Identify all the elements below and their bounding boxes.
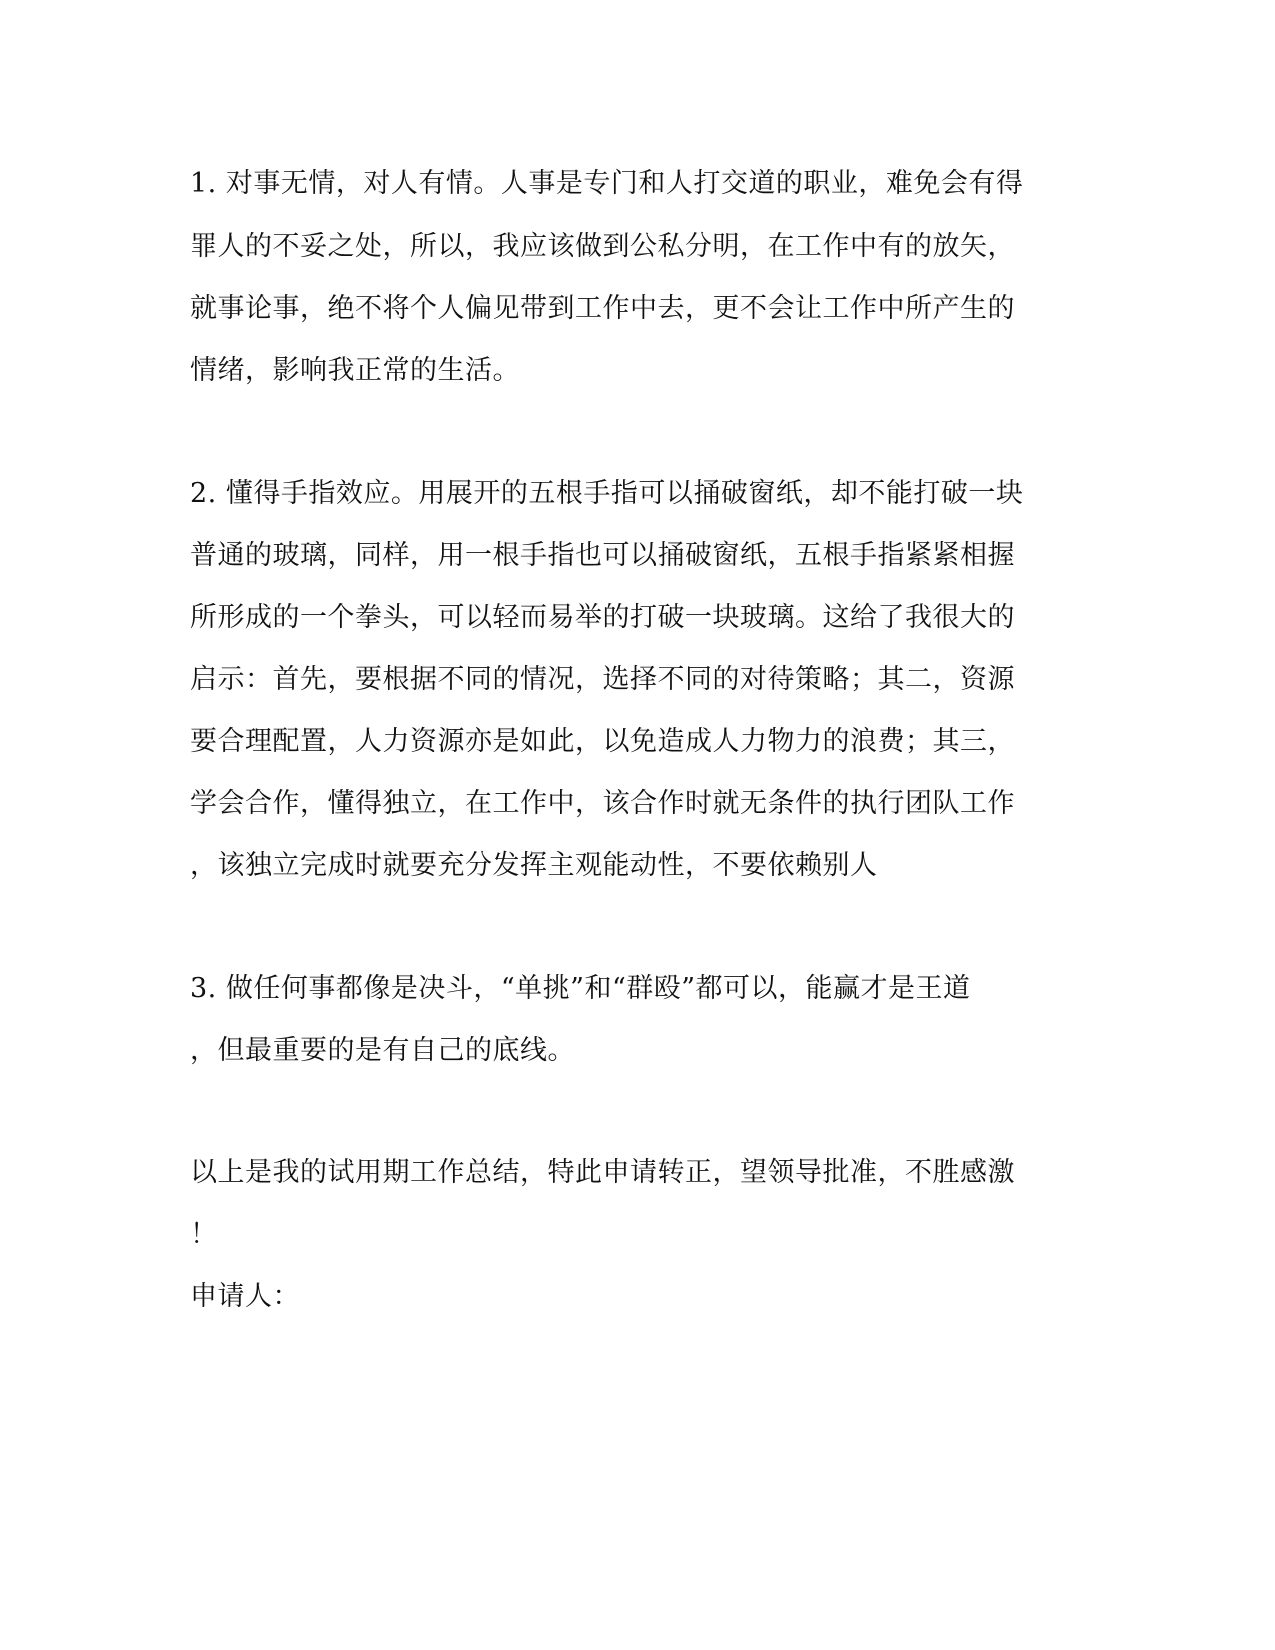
paragraph-3-line-2: ，但最重要的是有自己的底线。: [190, 1035, 575, 1066]
paragraph-2-line-7: ，该独立完成时就要充分发挥主观能动性，不要依赖别人: [190, 850, 878, 881]
paragraph-3-line-1: 3. 做任何事都像是决斗，“单挑”和“群殴”都可以，能赢才是王道: [190, 973, 971, 1004]
paragraph-2-line-5: 要合理配置，人力资源亦是如此，以免造成人力物力的浪费；其三，: [190, 726, 1015, 757]
paragraph-1-line-4: 情绪，影响我正常的生活。: [190, 355, 520, 386]
applicant-label: 申请人：: [190, 1281, 300, 1312]
paragraph-2-line-4: 启示：首先，要根据不同的情况，选择不同的对待策略；其二，资源: [190, 664, 1015, 695]
closing-line-1: 以上是我的试用期工作总结，特此申请转正，望领导批准，不胜感激: [190, 1157, 1015, 1188]
paragraph-2-line-3: 所形成的一个拳头，可以轻而易举的打破一块玻璃。这给了我很大的: [190, 602, 1015, 633]
paragraph-2-line-2: 普通的玻璃，同样，用一根手指也可以捅破窗纸，五根手指紧紧相握: [190, 540, 1015, 571]
paragraph-2-line-1: 2. 懂得手指效应。用展开的五根手指可以捅破窗纸，却不能打破一块: [190, 478, 1024, 509]
paragraph-1-line-2: 罪人的不妥之处，所以，我应该做到公私分明，在工作中有的放矢，: [190, 231, 1015, 262]
paragraph-1-line-3: 就事论事，绝不将个人偏见带到工作中去，更不会让工作中所产生的: [190, 293, 1015, 324]
paragraph-2-line-6: 学会合作，懂得独立，在工作中，该合作时就无条件的执行团队工作: [190, 788, 1015, 819]
paragraph-1-line-1: 1. 对事无情，对人有情。人事是专门和人打交道的职业，难免会有得: [190, 168, 1024, 199]
closing-line-2: ！: [190, 1219, 218, 1250]
